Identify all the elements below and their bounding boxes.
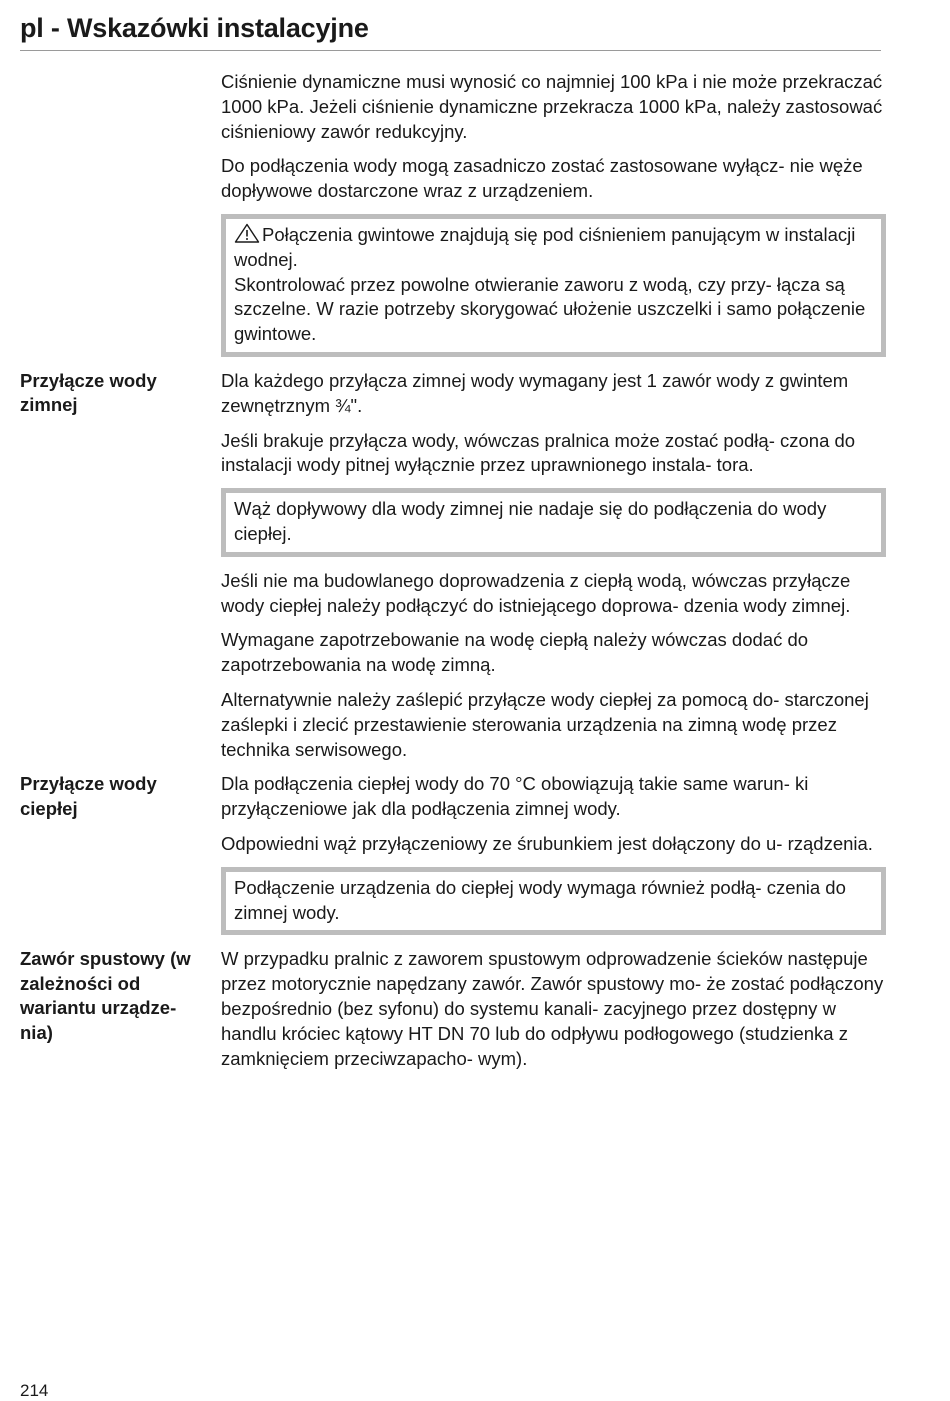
cold-water-demand-paragraph: Wymagane zapotrzebowanie na wodę ciepłą należy wówczas dodać do zapotrzebowania na wodę zimną. <box>221 629 809 676</box>
drain-valve-body <box>221 947 886 1071</box>
hot-water-body <box>221 772 886 935</box>
warning-box <box>221 214 886 357</box>
cold-water-valve-paragraph: Dla każdego przyłącza zimnej wody wymagany jest 1 zawór wody z gwintem zewnętrznym ¾". <box>221 369 849 416</box>
cold-water-section <box>20 369 886 762</box>
hot-water-hose-paragraph: Odpowiedni wąż przyłączeniowy ze śrubunkiem jest dołączony do u- rządzenia. <box>221 832 873 854</box>
page-title: pl - Wskazówki instalacyjne <box>20 13 369 43</box>
cold-water-notice-text: Wąż dopływowy dla wody zimnej nie nadaje się do podłączenia do wody ciepłej. <box>234 498 827 544</box>
warning-text-1-content: Połączenia gwintowe znajdują się pod ciśnieniem panującym w instalacji wodnej. <box>234 223 856 270</box>
hot-water-notice-text: Podłączenie urządzenia do ciepłej wody wymaga również podłą- czenia do zimnej wody. <box>234 876 846 923</box>
hot-water-notice-box <box>221 867 886 936</box>
hot-water-label: Przyłącze wody ciepłej <box>20 773 157 819</box>
hose-paragraph: Do podłączenia wody mogą zasadniczo zostać zastosowane wyłącz- nie węże dopływowe dostarczone wraz z urządzeniem. <box>221 155 863 202</box>
pressure-paragraph: Ciśnienie dynamiczne musi wynosić co najmniej 100 kPa i nie może przekraczać 1000 kPa. Jeżeli ciśnienie dynamiczne przekracza 1000 kPa, należy zastosować ciśnieniowy zawór redukcyjny. <box>221 71 883 142</box>
cold-water-no-hot-paragraph: Jeśli nie ma budowlanego doprowadzenia z ciepłą wodą, wówczas przyłącze wody ciepłej należy podłączyć do istniejącego doprowa- dzenia wody zimnej. <box>221 569 851 616</box>
page-header <box>20 12 881 51</box>
drain-valve-paragraph: W przypadku pralnic z zaworem spustowym odprowadzenie ścieków następuje przez motorycznie napędzany zawór. Zawór spustowy mo- że zostać podłączony bezpośrednio (bez syfonu) do systemu kanali- zacyjnego przez dostępny w handlu króciec kątowy HT DN 70 lub do odpływu podłogowego (studzienka z zamknięciem przeciwzapacho- wym). <box>221 948 884 1069</box>
cold-water-installer-paragraph: Jeśli brakuje przyłącza wody, wówczas pralnica może zostać podłą- czona do instalacji wody pitnej wyłącznie przez uprawnionego instala- tora. <box>221 429 856 476</box>
page-content <box>20 70 886 1081</box>
hot-water-conditions-paragraph: Dla podłączenia ciepłej wody do 70 °C obowiązują takie same warun- ki przyłączeniowe jak dla podłączenia zimnej wody. <box>221 773 809 820</box>
intro-body <box>221 70 886 357</box>
intro-section <box>20 70 886 357</box>
drain-valve-label: Zawór spustowy (w zależności od wariantu urządze- nia) <box>20 948 191 1043</box>
page-number: 214 <box>20 1381 49 1400</box>
warning-text-2: Skontrolować przez powolne otwieranie zaworu z wodą, czy przy- łącza są szczelne. W razie potrzeby skorygować ułożenie uszczelki i samo połączenie gwintowe. <box>234 273 866 345</box>
cold-water-notice-box <box>221 488 886 557</box>
cold-water-alternative-paragraph: Alternatywnie należy zaślepić przyłącze wody ciepłej za pomocą do- starczonej zaślepki i zlecić przestawienie sterowania urządzenia na zimną wodę przez technika serwisowego. <box>221 688 869 760</box>
cold-water-body <box>221 369 886 762</box>
hot-water-section <box>20 772 886 935</box>
warning-triangle-icon <box>234 223 260 243</box>
warning-text-1 <box>234 223 873 273</box>
drain-valve-section <box>20 947 886 1071</box>
cold-water-label: Przyłącze wody zimnej <box>20 369 157 416</box>
